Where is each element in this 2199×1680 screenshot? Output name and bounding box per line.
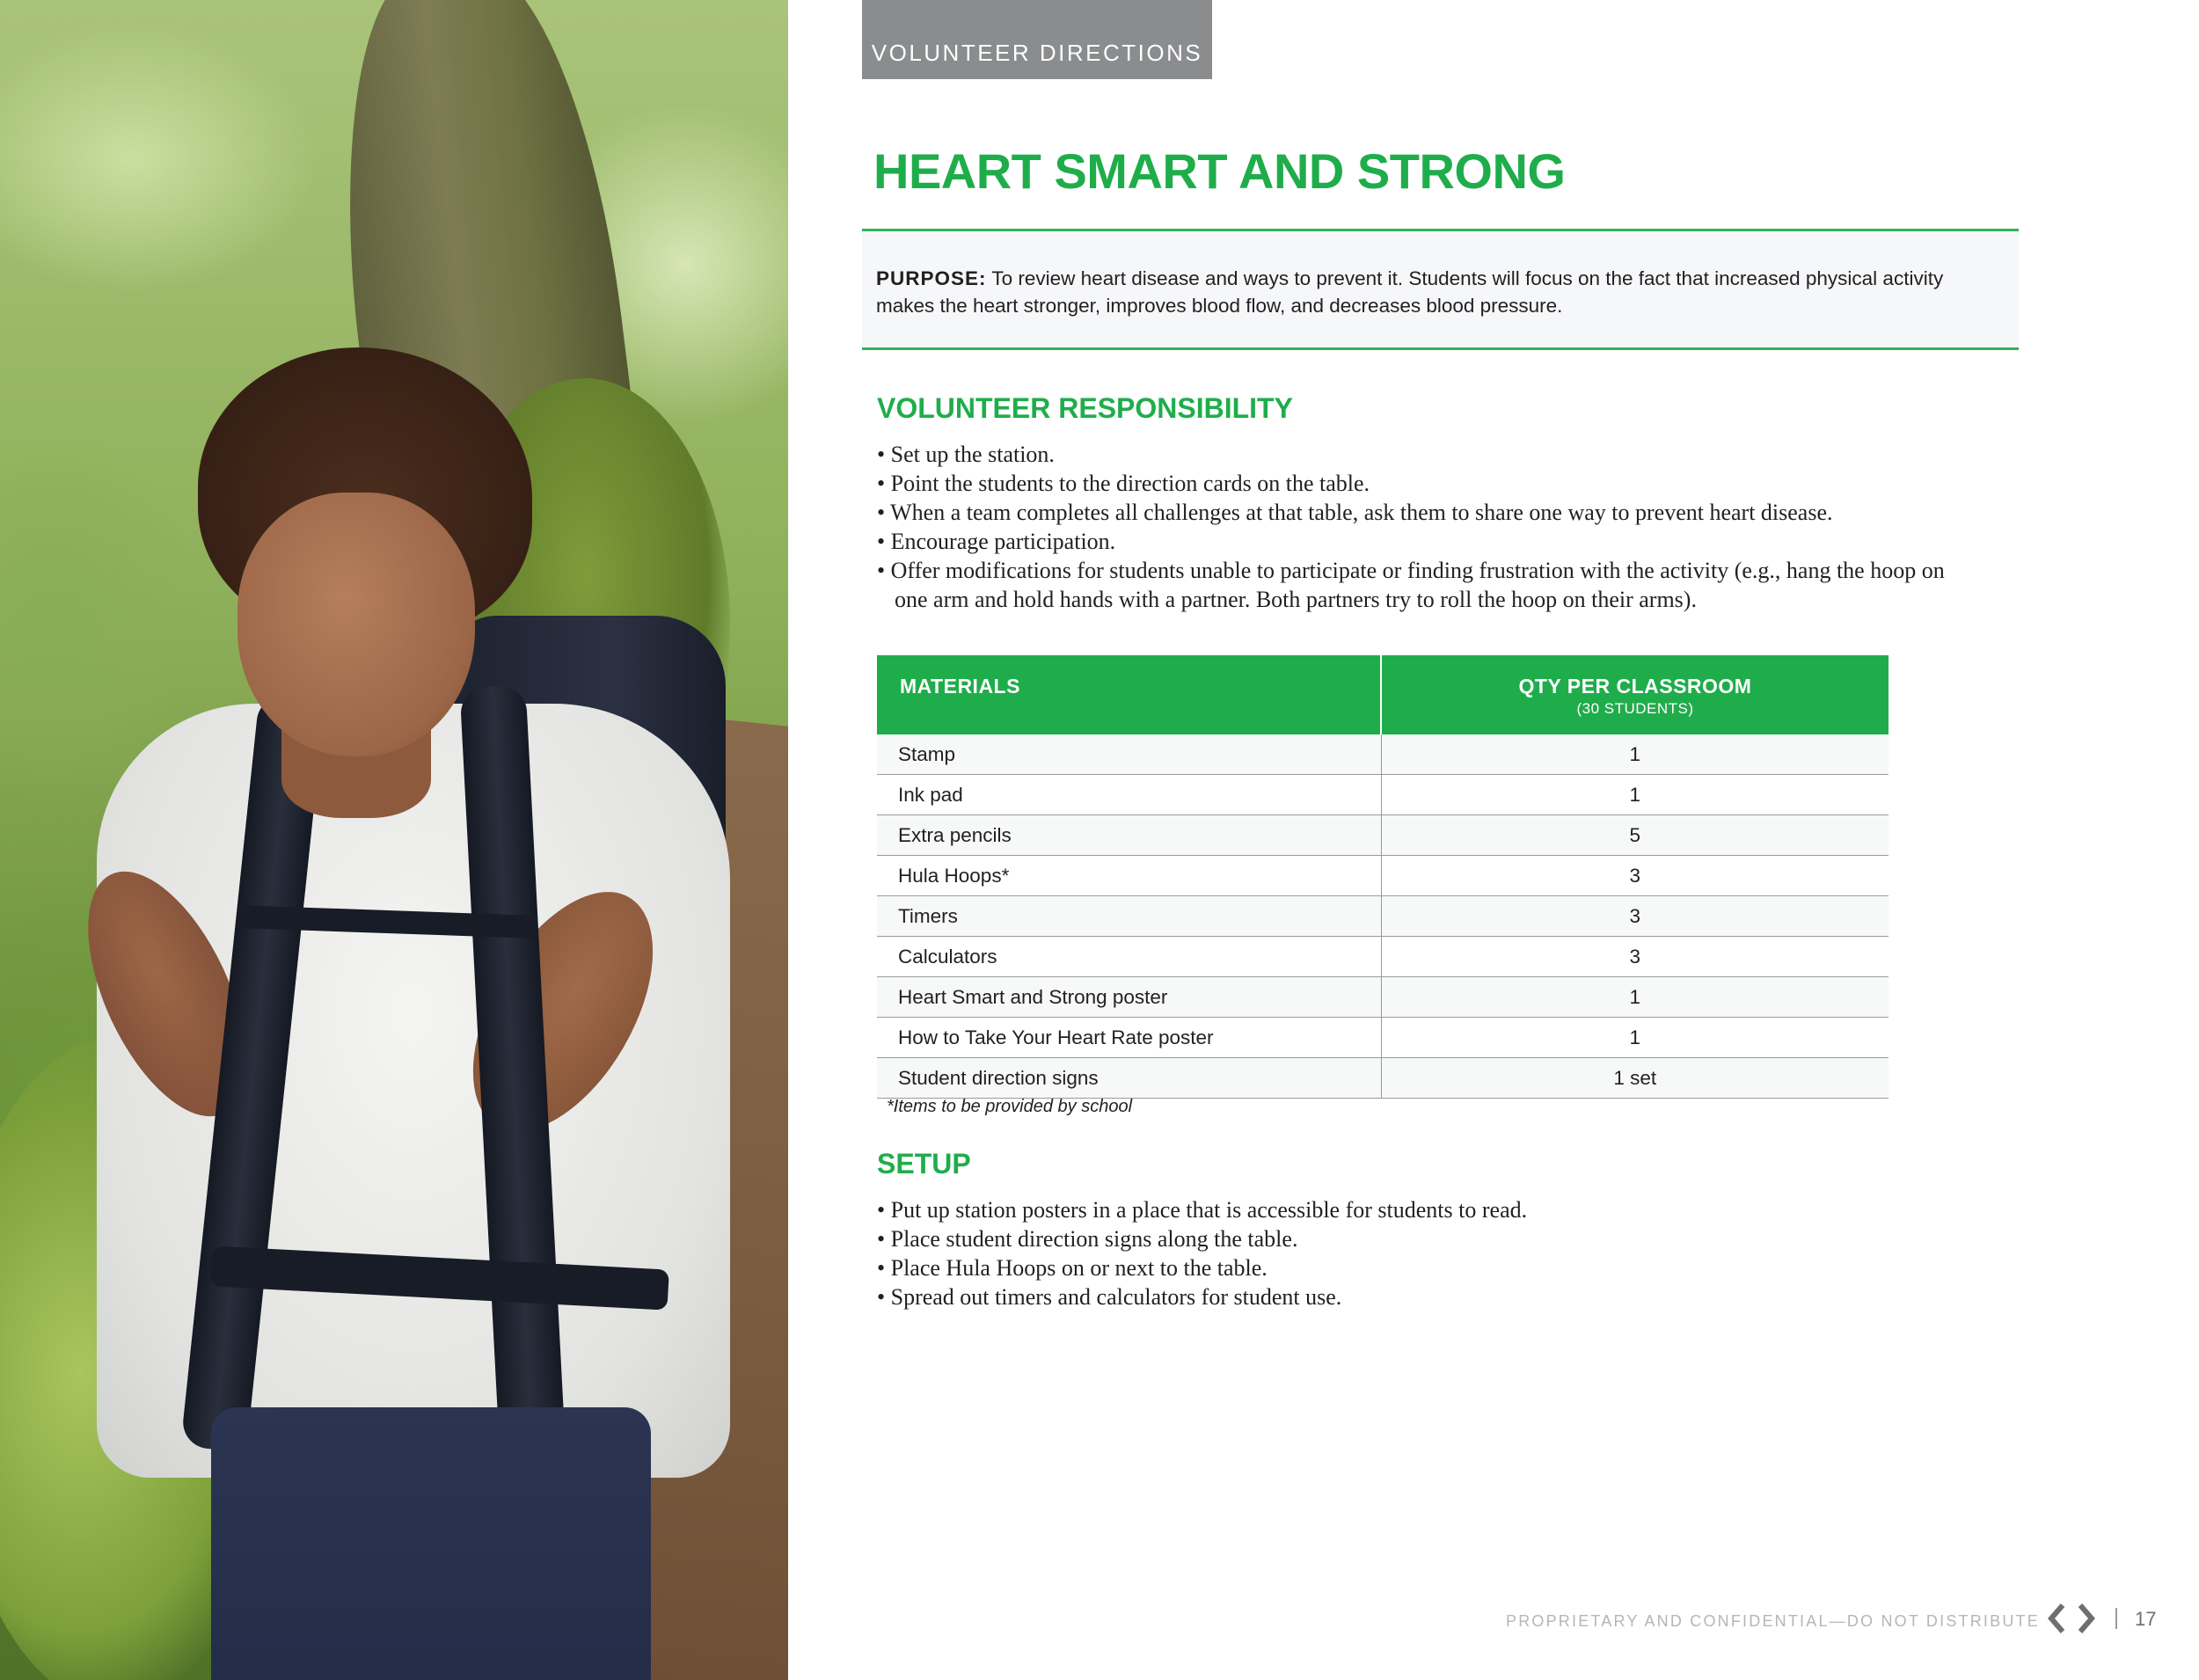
- list-item: • Place Hula Hoops on or next to the table.: [877, 1253, 1976, 1282]
- table-row: [877, 1018, 1889, 1058]
- list-item: • Set up the station.: [877, 440, 1976, 469]
- table-row: [877, 937, 1889, 977]
- list-item: • Offer modifications for students unable to participate or finding frustration with the activity (e.g., hang the hoop on one arm and hold hands with a partner. Both partners try to roll the hoop on their arms).: [877, 556, 1976, 614]
- materials-column-header: MATERIALS: [877, 655, 1381, 734]
- material-cell: Ink pad: [877, 775, 1381, 815]
- table-row: [877, 977, 1889, 1018]
- list-item: • Place student direction signs along the table.: [877, 1224, 1976, 1253]
- material-cell: How to Take Your Heart Rate poster: [877, 1018, 1381, 1058]
- boy-face: [237, 493, 475, 756]
- qty-column-title: QTY PER CLASSROOM: [1518, 675, 1752, 698]
- table-footnote: *Items to be provided by school: [887, 1097, 1133, 1116]
- qty-column-subtitle: (30 STUDENTS): [1576, 700, 1694, 717]
- page-title: HEART SMART AND STRONG: [873, 143, 1566, 199]
- setup-heading: SETUP: [877, 1148, 971, 1180]
- table-row: [877, 896, 1889, 937]
- table-row: [877, 856, 1889, 896]
- volunteer-responsibility-list: [877, 440, 1976, 614]
- material-cell: Timers: [877, 896, 1381, 937]
- footer-divider: [2115, 1608, 2117, 1629]
- section-tab: [862, 0, 1212, 79]
- material-cell: Stamp: [877, 734, 1381, 775]
- qty-cell: 3: [1381, 856, 1889, 896]
- qty-cell: 1: [1381, 734, 1889, 775]
- table-header-row: [877, 655, 1889, 734]
- list-item: • Spread out timers and calculators for student use.: [877, 1282, 1976, 1311]
- qty-cell: 1: [1381, 1018, 1889, 1058]
- purpose-box: [862, 229, 2019, 350]
- qty-cell: 1: [1381, 977, 1889, 1018]
- hero-photo: [0, 0, 788, 1680]
- material-cell: Heart Smart and Strong poster: [877, 977, 1381, 1018]
- setup-list: [877, 1195, 1976, 1311]
- material-cell: Hula Hoops*: [877, 856, 1381, 896]
- purpose-text: To review heart disease and ways to prevent it. Students will focus on the fact that increased physical activity makes the heart stronger, improves blood flow, and decreases blood pressure.: [876, 267, 1944, 317]
- qty-cell: 1: [1381, 775, 1889, 815]
- list-item: • Point the students to the direction cards on the table.: [877, 469, 1976, 498]
- qty-cell: 5: [1381, 815, 1889, 856]
- table-row: [877, 734, 1889, 775]
- materials-table: [877, 655, 1889, 1099]
- table-row: [877, 775, 1889, 815]
- section-tab-label: VOLUNTEER DIRECTIONS: [871, 40, 1203, 66]
- purpose-label: PURPOSE:: [876, 267, 987, 289]
- qty-cell: 3: [1381, 896, 1889, 937]
- qty-cell: 1 set: [1381, 1058, 1889, 1099]
- material-cell: Calculators: [877, 937, 1381, 977]
- table-row: [877, 815, 1889, 856]
- qty-column-header: [1381, 655, 1889, 734]
- list-item: • Encourage participation.: [877, 527, 1976, 556]
- material-cell: Extra pencils: [877, 815, 1381, 856]
- chevron-right-icon[interactable]: [2077, 1603, 2096, 1634]
- material-cell: Student direction signs: [877, 1058, 1381, 1099]
- chevron-left-icon[interactable]: [2047, 1603, 2066, 1634]
- page-number: 17: [2135, 1608, 2157, 1630]
- list-item: • Put up station posters in a place that is accessible for students to read.: [877, 1195, 1976, 1224]
- list-item: • When a team completes all challenges at that table, ask them to share one way to prevent heart disease.: [877, 498, 1976, 527]
- table-row: [877, 1058, 1889, 1099]
- boy-shorts: [211, 1407, 651, 1680]
- confidential-notice: PROPRIETARY AND CONFIDENTIAL—DO NOT DISTRIBUTE: [1506, 1612, 2040, 1630]
- volunteer-responsibility-heading: VOLUNTEER RESPONSIBILITY: [877, 392, 1293, 424]
- qty-cell: 3: [1381, 937, 1889, 977]
